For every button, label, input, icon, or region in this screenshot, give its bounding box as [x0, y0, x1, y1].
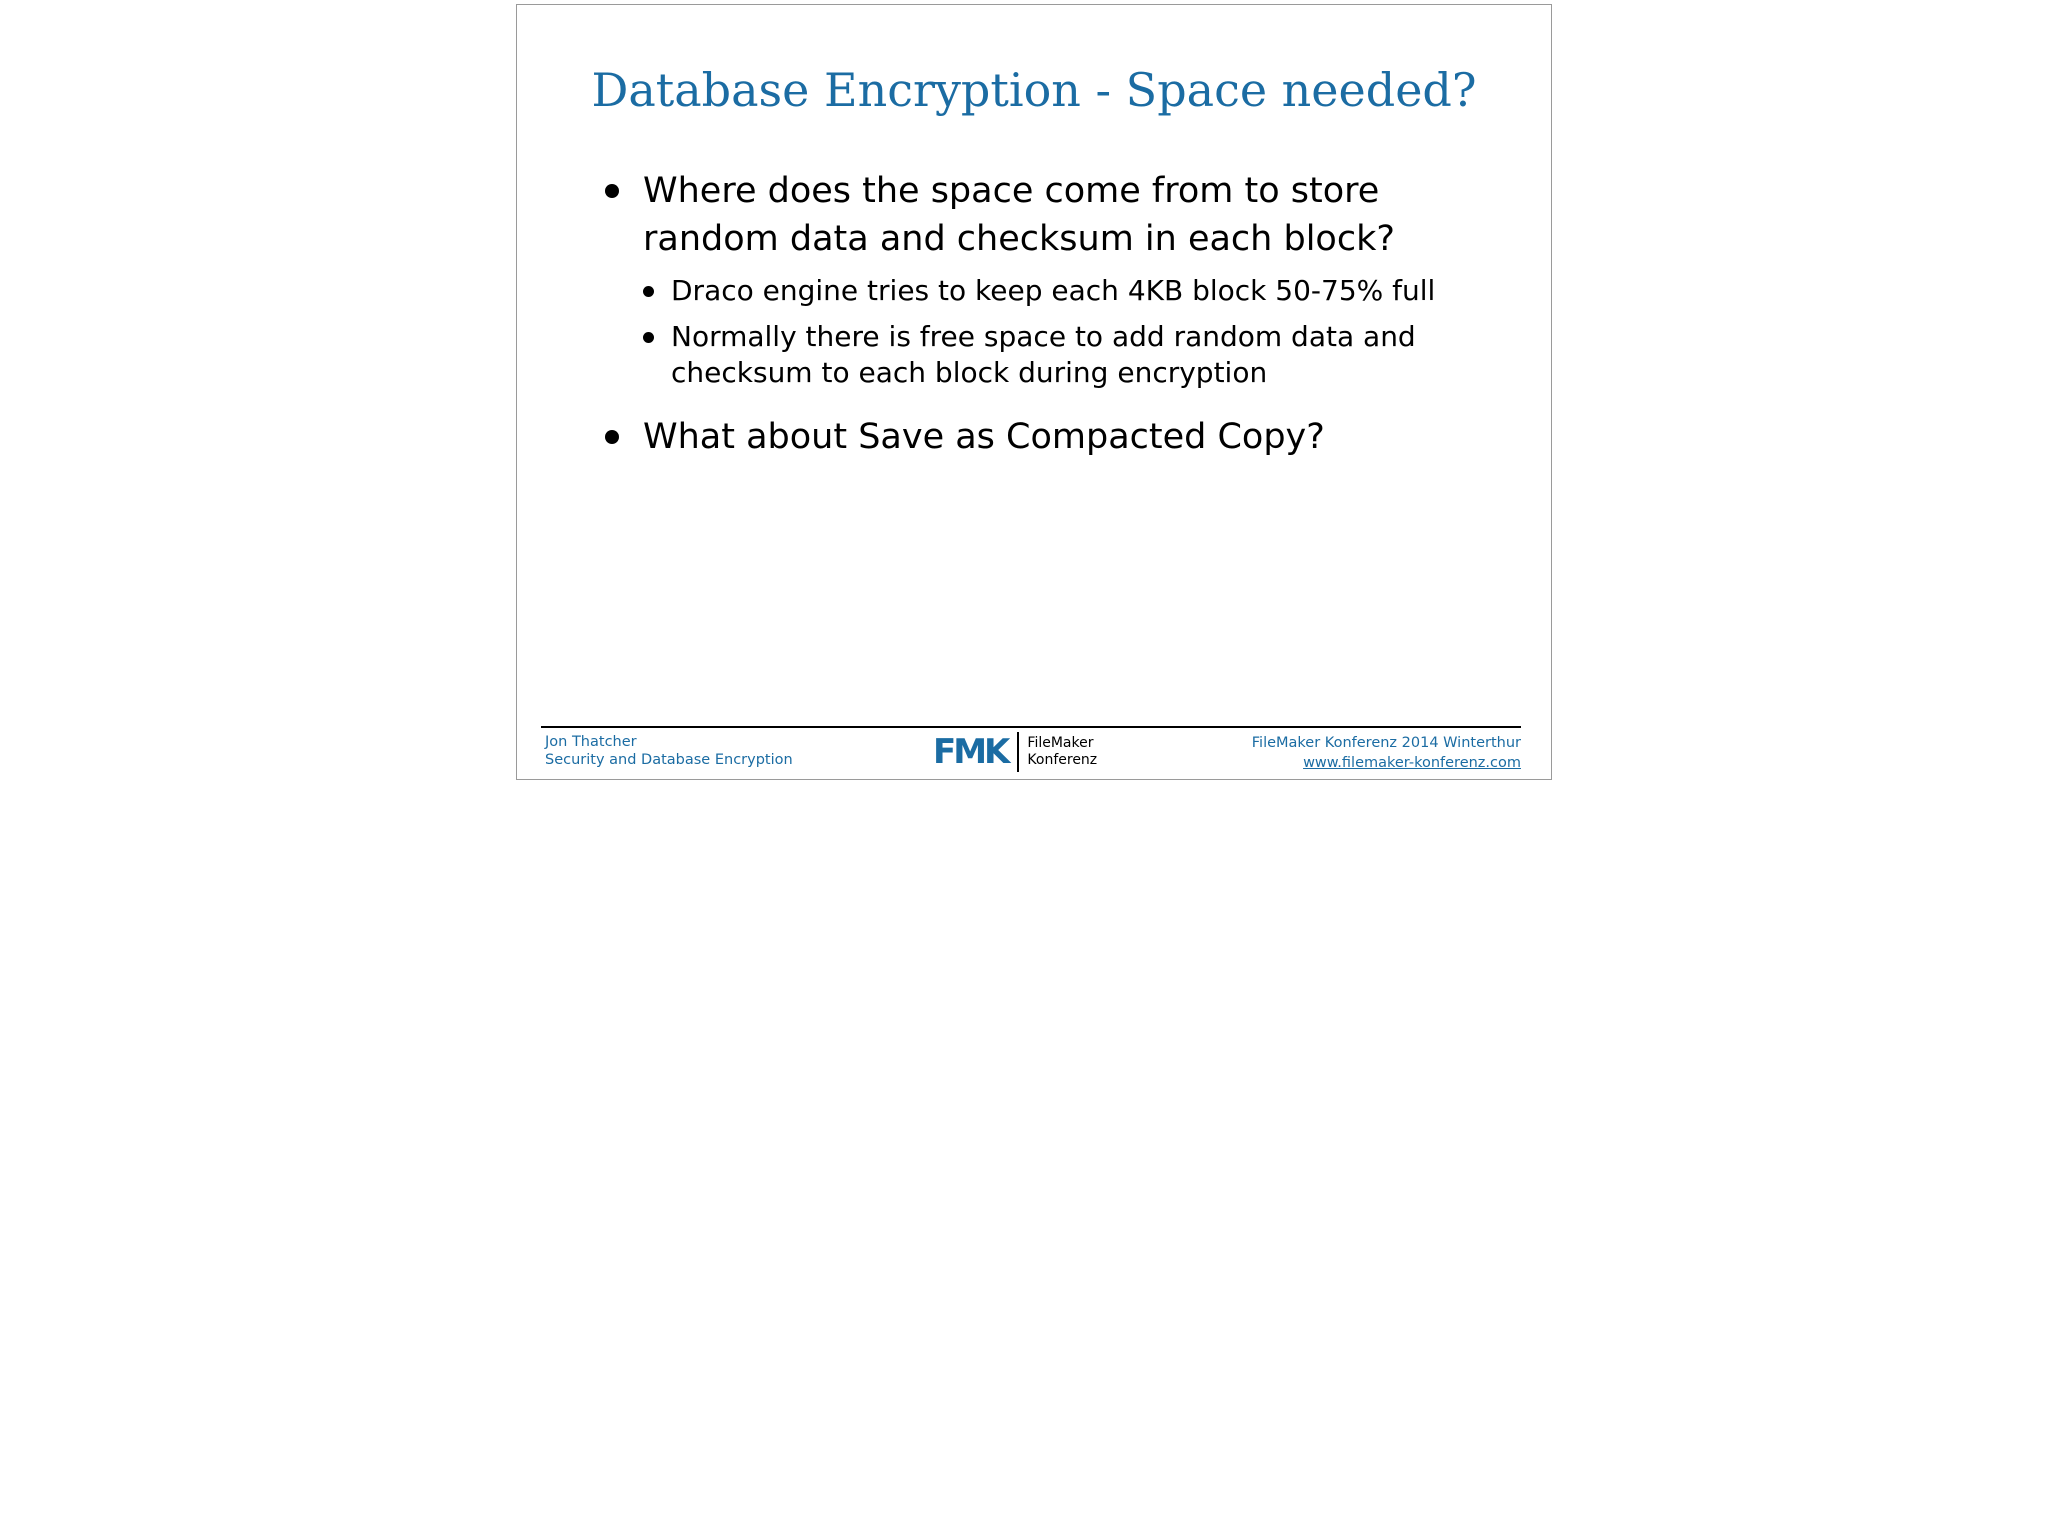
footer-url-link[interactable]: www.filemaker-konferenz.com	[1303, 755, 1521, 771]
sub-bullet-item	[643, 273, 1505, 309]
footer-author: Jon Thatcher	[545, 734, 637, 750]
fmk-logo	[933, 731, 1097, 773]
logo-mark: FMK	[933, 732, 1008, 772]
footer-event: FileMaker Konferenz 2014 Winterthur	[1251, 735, 1521, 751]
bullet-text-line: random data and checksum in each block?	[643, 219, 1395, 259]
sub-bullet-text-line: Normally there is free space to add random data and	[671, 320, 1416, 353]
slide-title: Database Encryption - Space needed?	[591, 63, 1477, 117]
sub-bullet-dot-icon	[643, 286, 654, 297]
logo-line-1: FileMaker	[1027, 735, 1094, 751]
bullet-list	[605, 167, 1505, 461]
logo-wordmark	[1027, 735, 1097, 769]
footer-talk-title: Security and Database Encryption	[545, 752, 793, 768]
footer-divider	[541, 726, 1521, 728]
sub-bullet-item	[643, 319, 1505, 391]
bullet-dot-icon	[605, 184, 619, 198]
sub-bullet-dot-icon	[643, 332, 654, 343]
bullet-dot-icon	[605, 430, 619, 444]
sub-bullet-text-line: checksum to each block during encryption	[671, 356, 1268, 389]
footer-right	[1252, 733, 1521, 773]
footer-left	[545, 733, 793, 769]
slide	[516, 4, 1552, 780]
bullet-item	[605, 413, 1505, 461]
sub-bullet-text-line: Draco engine tries to keep each 4KB block 50-75% full	[671, 274, 1436, 307]
bullet-text-line: Where does the space come from to store	[643, 171, 1380, 211]
logo-line-2: Konferenz	[1027, 752, 1098, 768]
bullet-item	[605, 167, 1505, 263]
bullet-text-line: What about Save as Compacted Copy?	[643, 417, 1325, 457]
logo-separator	[1017, 732, 1019, 772]
